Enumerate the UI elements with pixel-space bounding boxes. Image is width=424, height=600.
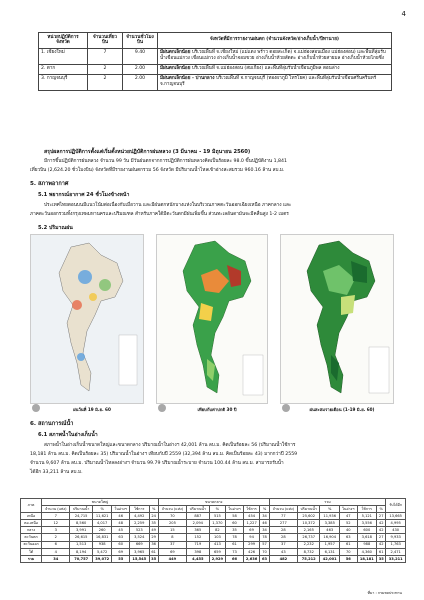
value-cell: 2,636 bbox=[243, 555, 260, 562]
value-cell: 46 bbox=[260, 520, 269, 527]
value-cell: 78 bbox=[260, 534, 269, 541]
value-cell: 11,621 bbox=[92, 513, 112, 520]
value-cell: 66 bbox=[226, 555, 244, 562]
reservoir-title: 6.1 สภาพน้ำในอ่างเก็บน้ำ bbox=[38, 432, 98, 438]
forecast-line-2: ภาคตะวันออกรวมทั้งกรุงเทพมหานครและปริมณฑล สำหรับภาคใต้มีตะวันตกมีฝนเพิ่มขึ้น ส่วนทะเลอันดามันจะมีคลื่นสูง 1-2 เมตร bbox=[30, 212, 289, 217]
value-cell: 75,212 bbox=[297, 555, 319, 562]
value-cell: 29 bbox=[149, 534, 158, 541]
rain-report-cell bbox=[158, 48, 392, 64]
value-cell: 2,165 bbox=[297, 527, 319, 534]
value-cell: 15 bbox=[158, 527, 186, 534]
value-cell: 36 bbox=[149, 541, 158, 548]
region-cell: ใต้ bbox=[21, 548, 42, 555]
value-cell: 42 bbox=[377, 541, 386, 548]
rain-level: มีฝนตกเล็กน้อย bbox=[160, 50, 191, 56]
operations-table-header bbox=[39, 33, 392, 49]
value-cell: 8 bbox=[158, 534, 186, 541]
reservoir-group-header bbox=[21, 499, 406, 506]
value-cell: 55 bbox=[112, 555, 130, 562]
region-cell: ตะวันออก bbox=[21, 541, 42, 548]
value-cell: 659 bbox=[209, 548, 226, 555]
sub-header-cell: ใช้การ bbox=[129, 506, 149, 513]
header-medium: ขนาดกลาง bbox=[158, 499, 269, 506]
reservoir-table bbox=[20, 498, 406, 563]
sub-header-cell: % bbox=[320, 506, 340, 513]
value-cell: 35 bbox=[226, 527, 244, 534]
flights-cell: 2 bbox=[88, 64, 123, 74]
thailand-monthly-map-icon bbox=[281, 235, 393, 403]
value-cell: 39,072 bbox=[92, 555, 112, 562]
value-cell: 60 bbox=[112, 541, 130, 548]
sub-header-cell: ปริมาณน้ำ bbox=[70, 506, 92, 513]
value-cell: 4,492 bbox=[129, 513, 149, 520]
table-row bbox=[21, 534, 406, 541]
value-cell: 1,513 bbox=[70, 541, 92, 548]
value-cell: 454 bbox=[243, 513, 260, 520]
rainfall-title: 5.2 ปริมาณฝน bbox=[38, 225, 73, 231]
value-cell: 27 bbox=[377, 513, 386, 520]
value-cell: 3,385 bbox=[320, 520, 340, 527]
value-cell: 4,360 bbox=[357, 548, 377, 555]
value-cell: 8,194 bbox=[70, 548, 92, 555]
value-cell: 45 bbox=[112, 527, 130, 534]
rain-detail: บริเวณพื้นที่ จ.กาญจนบุรี (ทองผาภูมิ ไทรโยค) และพื้นที่ลุ่มรับน้ำเขื่อนศรีนครินทร์ จ.กาญจนบุรี bbox=[160, 76, 377, 88]
flights-cell: 7 bbox=[88, 48, 123, 64]
thailand-map-icon bbox=[31, 235, 143, 403]
value-cell: 3,618 bbox=[357, 534, 377, 541]
value-cell: 73 bbox=[226, 548, 244, 555]
value-cell: 16,831 bbox=[92, 534, 112, 541]
value-cell: 299 bbox=[243, 541, 260, 548]
monthly-rainfall-map bbox=[280, 234, 394, 404]
value-cell: 4 bbox=[42, 548, 70, 555]
rain-report-cell bbox=[158, 64, 392, 74]
value-cell: 94 bbox=[243, 534, 260, 541]
operations-table bbox=[38, 32, 392, 91]
value-cell: 13,665 bbox=[386, 513, 406, 520]
value-cell: 63 bbox=[112, 534, 130, 541]
value-cell: 57 bbox=[260, 541, 269, 548]
value-cell: 482 bbox=[269, 555, 297, 562]
sub-header-cell: % bbox=[149, 506, 158, 513]
map-caption-daily: ฝนวันที่ 19 มิ.ย. 60 bbox=[73, 407, 111, 412]
summary-line-1: มีการขึ้นปฏิบัติการฝนหลวง จำนวน 99 วัน มีวันฝนตกจากการปฏิบัติการฝนหลวงคิดเป็นร้อยละ 98.0 ขึ้นปฏิบัติงาน 1,841 bbox=[44, 159, 287, 164]
region-cell: กลาง bbox=[21, 527, 42, 534]
value-cell: 37 bbox=[158, 541, 186, 548]
value-cell: 3,965 bbox=[129, 548, 149, 555]
table-row bbox=[21, 527, 406, 534]
value-cell: 60 bbox=[226, 520, 244, 527]
sub-header-cell: % bbox=[209, 506, 226, 513]
hours-cell: 2.00 bbox=[123, 64, 158, 74]
unit-cell: 3. กาญจนบุรี bbox=[39, 74, 88, 90]
value-cell: 1,763 bbox=[386, 541, 406, 548]
value-cell: 10,372 bbox=[297, 520, 319, 527]
value-cell: 938 bbox=[92, 541, 112, 548]
value-cell: 600 bbox=[357, 527, 377, 534]
sub-header-cell: ปริมาณน้ำ bbox=[297, 506, 319, 513]
section-water-title: 6. สถานการณ์น้ำ bbox=[30, 421, 74, 427]
sub-header-cell: จำนวน (แห่ง) bbox=[269, 506, 297, 513]
water-line-1: สภาพน้ำในอ่างเก็บน้ำขนาดใหญ่และขนาดกลาง ปริมาณน้ำในอ่างฯ 42,001 ล้าน ลบ.ม. คิดเป็นร้อยละ 56 (ปริมาณน้ำใช้การ bbox=[44, 443, 296, 448]
table-row bbox=[39, 74, 392, 90]
value-cell: 37 bbox=[269, 541, 297, 548]
value-cell: 3,524 bbox=[129, 534, 149, 541]
value-cell: 365 bbox=[187, 527, 209, 534]
value-cell: 61 bbox=[149, 548, 158, 555]
value-cell: 12 bbox=[42, 520, 70, 527]
value-cell: 35 bbox=[149, 520, 158, 527]
value-cell: 205 bbox=[158, 520, 186, 527]
table-source: ที่มา : กรมชลประทาน bbox=[367, 591, 402, 595]
value-cell: 515 bbox=[209, 513, 226, 520]
region-cell: ตอ.เหนือ bbox=[21, 520, 42, 527]
value-cell: 449 bbox=[158, 555, 186, 562]
value-cell: 1,957 bbox=[320, 541, 340, 548]
value-cell: 61 bbox=[377, 548, 386, 555]
value-cell: 4,455 bbox=[187, 555, 209, 562]
sub-header-cell: จำนวน (แห่ง) bbox=[42, 506, 70, 513]
header-rain-report: จังหวัดที่มีการรายงานฝนตก (จำนวนจังหวัด/อ่างเก็บน้ำ/ปีทานาย) bbox=[158, 33, 392, 49]
region-cell: เหนือ bbox=[21, 513, 42, 520]
thailand-anomaly-map-icon bbox=[157, 235, 267, 403]
map-caption-anomaly: เทียบกับค่าปกติ 30 ปี bbox=[197, 407, 237, 412]
daily-rainfall-map bbox=[30, 234, 144, 404]
sub-header-cell: % bbox=[260, 506, 269, 513]
table-row bbox=[39, 64, 392, 74]
value-cell: 70 bbox=[339, 548, 357, 555]
value-cell: 413 bbox=[209, 541, 226, 548]
value-cell: 28 bbox=[269, 527, 297, 534]
value-cell: 2 bbox=[42, 534, 70, 541]
header-total: รวม bbox=[269, 499, 386, 506]
value-cell: 48 bbox=[112, 520, 130, 527]
tmd-logo-icon bbox=[282, 404, 290, 412]
value-cell: 260 bbox=[92, 527, 112, 534]
reservoir-table-body bbox=[21, 513, 406, 563]
value-cell: 63 bbox=[339, 534, 357, 541]
value-cell: 61 bbox=[339, 541, 357, 548]
value-cell: 42 bbox=[377, 520, 386, 527]
value-cell: 3,991 bbox=[70, 527, 92, 534]
region-cell: รวม bbox=[21, 555, 42, 562]
value-cell: 46 bbox=[112, 513, 130, 520]
rain-level: มีฝนตกเล็กน้อย - ปานกลาง bbox=[160, 76, 215, 82]
value-cell: 5,472 bbox=[92, 548, 112, 555]
table-row bbox=[21, 548, 406, 555]
hours-cell: 9.40 bbox=[123, 48, 158, 64]
value-cell: 78 bbox=[226, 534, 244, 541]
value-cell: 24,715 bbox=[70, 513, 92, 520]
sub-header-cell: % bbox=[92, 506, 112, 513]
value-cell: 43 bbox=[269, 548, 297, 555]
value-cell: 40 bbox=[339, 527, 357, 534]
sub-header-cell: ใช้การ bbox=[357, 506, 377, 513]
value-cell: 35 bbox=[149, 555, 158, 562]
forecast-line-1: ประเทศไทยตอนบนมีแนวโน้มต่อเนื่องกับเมื่อวาน และมีฝนตกหนักบางแห่งในบริเวณภาคตะวันออกเฉียงเหนือ ภาคกลาง และ bbox=[44, 203, 292, 208]
value-cell: 4,017 bbox=[92, 520, 112, 527]
value-cell: 1,227 bbox=[243, 520, 260, 527]
table-row bbox=[39, 48, 392, 64]
rain-detail: บริเวณพื้นที่ จ.เชียงใหม่ (แม่แตง พร้าว ดอยสะเก็ด) จ.แม่ฮ่องสอนเมือง แม่ฮ่องสอน) และพื้นที่ลุ่มรับน้ำเขื่อนแม่กวง เขื่อนแม่กวง อ่างเก็บน้ำจอมขวย อ่างเก็บน้ำห้วยสัตตะ อ่างเก็บน้ำห้วยสายมล อ่างเก็บน้ำห้วยโกยซึ่ง bbox=[160, 50, 386, 62]
value-cell: 70 bbox=[158, 513, 186, 520]
value-cell: 26,615 bbox=[70, 534, 92, 541]
value-cell: 15,545 bbox=[129, 555, 149, 562]
sub-header-cell: จำนวน (แห่ง) bbox=[158, 506, 186, 513]
sub-header-cell: % bbox=[377, 506, 386, 513]
rain-level: มีฝนตกเล็กน้อย bbox=[160, 66, 191, 72]
value-cell: 18,181 bbox=[357, 555, 377, 562]
value-cell: 5,121 bbox=[357, 513, 377, 520]
rain-detail: บริเวณพื้นที่ จ.แม่ฮ่องสอน (สมเกียง) และพื้นที่ลุ่มรับน้ำเขื่อนภูมิพล ตอนล่าง bbox=[191, 66, 340, 72]
water-line-4: ได้อีก 33,211 ล้าน ลบ.ม. bbox=[30, 470, 83, 475]
value-cell: 56 bbox=[339, 555, 357, 562]
section-weather-title: 5. สภาพอากาศ bbox=[30, 181, 69, 187]
value-cell: 523 bbox=[129, 527, 149, 534]
value-cell: 42 bbox=[377, 527, 386, 534]
page-number: 4 bbox=[401, 10, 406, 18]
value-cell: 2,232 bbox=[297, 541, 319, 548]
value-cell: 42,001 bbox=[320, 555, 340, 562]
water-line-2: 18,181 ล้าน ลบ.ม. คิดเป็นร้อยละ 35) ปริมาณน้ำในอ่างฯ เทียบกับปี 2559 (32,394 ล้าน ลบ.ม. คิดเป็นร้อยละ 43) มากกว่าปี 2559 bbox=[30, 452, 298, 457]
value-cell: 8,732 bbox=[297, 548, 319, 555]
value-cell: 61 bbox=[226, 541, 244, 548]
value-cell: 6 bbox=[42, 541, 70, 548]
value-cell: 7 bbox=[42, 513, 70, 520]
value-cell: 28 bbox=[269, 534, 297, 541]
map-caption-monthly: ฝนสะสมรายเดือน (1-19 มิ.ย. 60) bbox=[309, 407, 375, 412]
value-cell: 988 bbox=[357, 541, 377, 548]
value-cell: 426 bbox=[243, 548, 260, 555]
value-cell: 398 bbox=[187, 548, 209, 555]
value-cell: 11,936 bbox=[320, 513, 340, 520]
sub-header-cell: ในอ่างฯ bbox=[339, 506, 357, 513]
value-cell: 2,094 bbox=[187, 520, 209, 527]
value-cell: 9,933 bbox=[386, 534, 406, 541]
tmd-logo-icon bbox=[32, 404, 40, 412]
value-cell: 4,995 bbox=[386, 520, 406, 527]
unit-cell: 2. ตาก bbox=[39, 64, 88, 74]
value-cell: 16,904 bbox=[320, 534, 340, 541]
reservoir-sub-header bbox=[21, 506, 406, 513]
value-cell: 34 bbox=[260, 527, 269, 534]
value-cell: 35 bbox=[377, 555, 386, 562]
value-cell: 33,211 bbox=[386, 555, 406, 562]
value-cell: 2,259 bbox=[129, 520, 149, 527]
value-cell: 69 bbox=[158, 548, 186, 555]
value-cell: 1,370 bbox=[209, 520, 226, 527]
value-cell: 25,602 bbox=[297, 513, 319, 520]
table-row bbox=[21, 513, 406, 520]
value-cell: 24 bbox=[149, 513, 158, 520]
value-cell: 2,929 bbox=[209, 555, 226, 562]
value-cell: 887 bbox=[187, 513, 209, 520]
header-unit: หน่วยปฏิบัติการจังหวัด bbox=[39, 33, 88, 49]
sub-header-cell: ในอ่างฯ bbox=[226, 506, 244, 513]
header-hours: จำนวนชั่วโมงบิน bbox=[123, 33, 158, 49]
flights-cell: 2 bbox=[88, 74, 123, 90]
value-cell: 69 bbox=[112, 548, 130, 555]
value-cell: 58 bbox=[226, 513, 244, 520]
value-cell: 430 bbox=[386, 527, 406, 534]
value-cell: 2,471 bbox=[386, 548, 406, 555]
value-cell: 277 bbox=[269, 520, 297, 527]
value-cell: 70,757 bbox=[70, 555, 92, 562]
region-cell: ตะวันตก bbox=[21, 534, 42, 541]
value-cell: 26,737 bbox=[297, 534, 319, 541]
unit-cell: 1. เชียงใหม่ bbox=[39, 48, 88, 64]
value-cell: 49 bbox=[149, 527, 158, 534]
value-cell: 3,556 bbox=[357, 520, 377, 527]
table-row bbox=[21, 520, 406, 527]
summary-line-2: เที่ยวบิน (2,624.20 ชั่วโมงบิน) จังหวัดที่มีรายงานฝนตกรวม 56 จังหวัด มีปริมาณน้ำไหลเข้าอ่างสะสมรวม 960.16 ล้าน ลบ.ม. bbox=[30, 168, 285, 173]
value-cell: 63 bbox=[260, 555, 269, 562]
header-flights: จำนวนเที่ยวบิน bbox=[88, 33, 123, 49]
forecast-title: 5.1 พยากรณ์อากาศ 24 ชั่วโมงข้างหน้า bbox=[38, 192, 130, 198]
tmd-logo-icon bbox=[158, 404, 166, 412]
header-large: ขนาดใหญ่ bbox=[42, 499, 159, 506]
value-cell: 69 bbox=[243, 527, 260, 534]
value-cell: 6,131 bbox=[320, 548, 340, 555]
value-cell: 34 bbox=[260, 513, 269, 520]
value-cell: 47 bbox=[339, 513, 357, 520]
value-cell: 669 bbox=[129, 541, 149, 548]
sub-header-cell: ในอ่างฯ bbox=[112, 506, 130, 513]
value-cell: 34 bbox=[42, 555, 70, 562]
table-row bbox=[21, 555, 406, 562]
value-cell: 8,560 bbox=[70, 520, 92, 527]
value-cell: 3 bbox=[42, 527, 70, 534]
header-region: ภาค bbox=[21, 499, 42, 513]
value-cell: 463 bbox=[320, 527, 340, 534]
rain-report-cell bbox=[158, 74, 392, 90]
value-cell: 52 bbox=[339, 520, 357, 527]
header-capacity: รับได้อีก bbox=[386, 499, 406, 513]
value-cell: 77 bbox=[269, 513, 297, 520]
value-cell: 152 bbox=[187, 534, 209, 541]
hours-cell: 2.00 bbox=[123, 74, 158, 90]
sub-header-cell: ใช้การ bbox=[243, 506, 260, 513]
value-cell: 27 bbox=[377, 534, 386, 541]
value-cell: 82 bbox=[209, 527, 226, 534]
sub-header-cell: ปริมาณน้ำ bbox=[187, 506, 209, 513]
rainfall-anomaly-map bbox=[156, 234, 268, 404]
water-line-3: จำนวน 9,607 ล้าน ลบ.ม. ปริมาณน้ำไหลลงอ่างฯ จำนวน 99.79 ปริมาณน้ำระบาย จำนวน 100.44 ล้าน ลบ.ม. สามารถรับน้ำ bbox=[30, 461, 284, 466]
value-cell: 103 bbox=[209, 534, 226, 541]
value-cell: 719 bbox=[187, 541, 209, 548]
summary-title: สรุปผลการปฏิบัติการตั้งแต่เริ่มตั้งหน่วยปฏิบัติการฝนหลวง (3 มีนาคม - 19 มิถุนายน 2560) bbox=[44, 149, 251, 155]
table-row bbox=[21, 541, 406, 548]
value-cell: 70 bbox=[260, 548, 269, 555]
